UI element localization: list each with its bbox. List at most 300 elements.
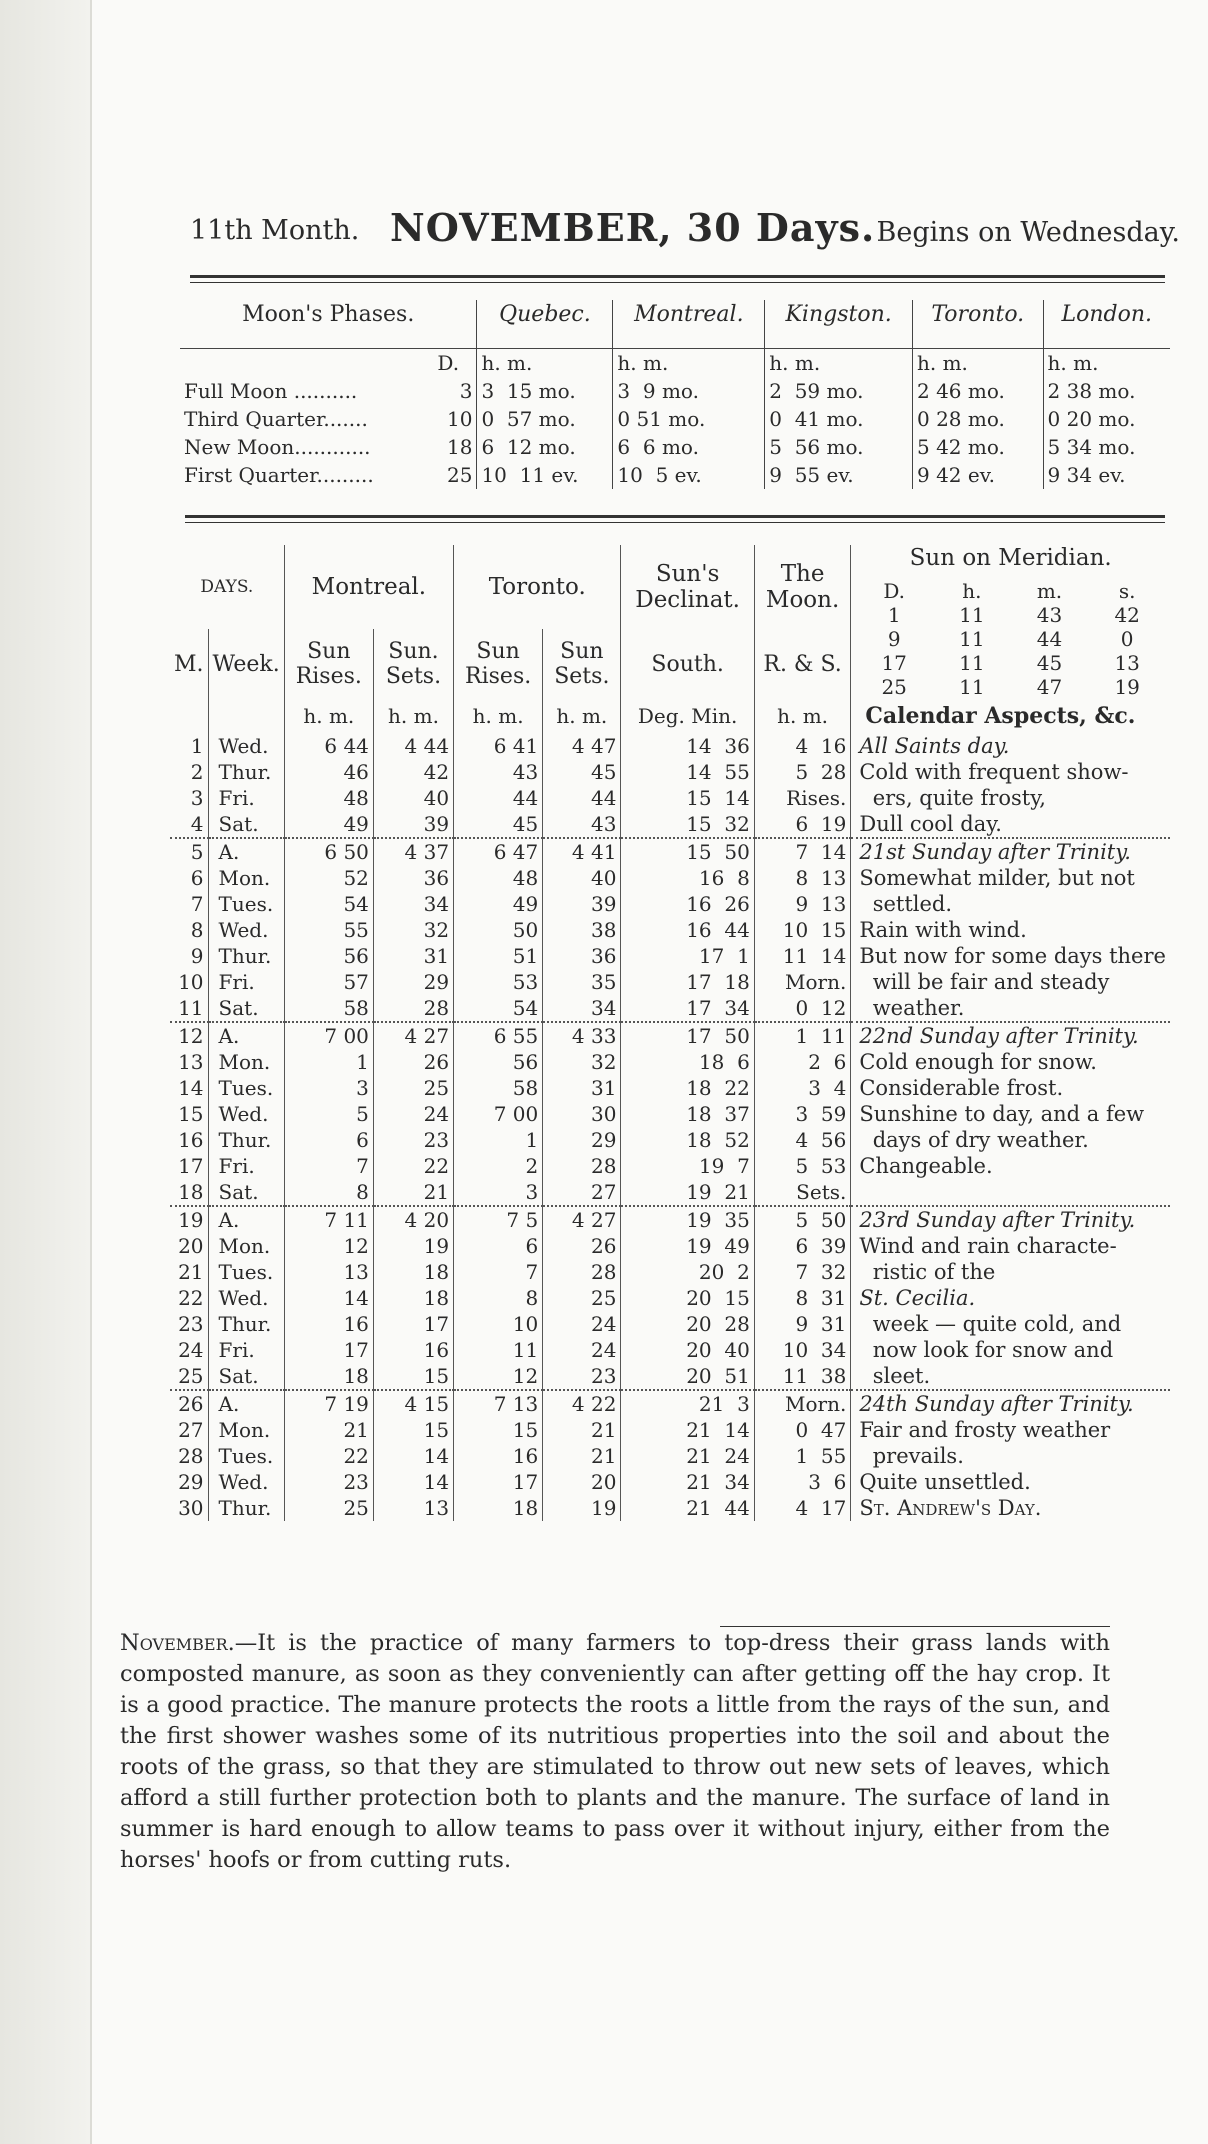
day-cell: 25 [178, 1364, 204, 1388]
day-cell: 31 [543, 1075, 621, 1101]
day-cell: 26 [170, 1390, 208, 1417]
day-cell: 20 15 [621, 1285, 754, 1311]
day-row [170, 1417, 1170, 1443]
phases-unit-row [180, 349, 1170, 378]
day-cell: Mon. [208, 1049, 284, 1075]
day-row [170, 917, 1170, 943]
day-row [170, 1179, 1170, 1206]
day-cell: 4 44 [373, 733, 453, 759]
phase-cell-london: 9 34 ev. [1043, 461, 1170, 489]
col-mtl-sets: Sun. Sets. [373, 629, 453, 699]
day-cell: 16 26 [621, 891, 754, 917]
meridian-cell: 11 [959, 675, 985, 699]
day-cell: 18 [178, 1180, 204, 1204]
day-cell: 0 12 [754, 995, 851, 1022]
col-mtl-rises: Sun Rises. [284, 629, 373, 699]
day-cell: 40 [373, 785, 453, 811]
day-cell: 29 [543, 1127, 621, 1153]
day-cell: 6 39 [754, 1233, 851, 1259]
begins-on-label: Begins on Wednesday. [876, 217, 1180, 248]
day-cell: Fri. [208, 785, 284, 811]
phase-cell-london: 2 38 mo. [1043, 377, 1170, 405]
day-cell: 15 [373, 1363, 453, 1390]
day-cell: 17 18 [621, 969, 754, 995]
day-cell: 7 [190, 892, 204, 916]
day-cell: 19 [373, 1233, 453, 1259]
phase-cell-quebec: 0 57 mo. [477, 405, 613, 433]
unit-declination: Deg. Min. [621, 699, 754, 733]
day-cell: 24 [373, 1101, 453, 1127]
day-row [170, 759, 1170, 785]
day-row [170, 1259, 1170, 1285]
aspect-line: weather. [851, 995, 1170, 1022]
day-cell: 6 44 [284, 733, 373, 759]
day-row [170, 1311, 1170, 1337]
day-cell: 13 [284, 1259, 373, 1285]
day-cell: 3 4 [754, 1075, 851, 1101]
meridian-cell: 19 [1114, 675, 1140, 699]
day-row [170, 891, 1170, 917]
phase-cell-toronto: 2 46 mo. [913, 377, 1044, 405]
day-cell: Wed. [208, 917, 284, 943]
unit-mtl-sets: h. m. [373, 699, 453, 733]
aspect-line: Fair and frosty weather [851, 1417, 1170, 1443]
day-cell: 1 11 [754, 1022, 851, 1049]
day-cell: 6 19 [754, 811, 851, 838]
unit-tor-rises: h. m. [454, 699, 543, 733]
main-body [170, 733, 1170, 1521]
day-cell: 55 [284, 917, 373, 943]
day-cell: Morn. [754, 1390, 851, 1417]
day-cell: 58 [454, 1075, 543, 1101]
day-cell: 4 27 [543, 1206, 621, 1233]
meridian-cell: 13 [1114, 651, 1140, 675]
day-cell: 30 [178, 1496, 204, 1520]
day-cell: 4 33 [543, 1022, 621, 1049]
phase-cell-kingston: 0 41 mo. [765, 405, 913, 433]
unit-mtl-rises: h. m. [284, 699, 373, 733]
day-cell: 15 50 [621, 838, 754, 865]
kingston-header: Kingston. [765, 300, 913, 349]
phase-cell-name: New Moon............ [184, 435, 371, 459]
phase-row [180, 377, 1170, 405]
aspect-line: All Saints day. [851, 733, 1170, 759]
day-cell: Wed. [208, 733, 284, 759]
day-row [170, 865, 1170, 891]
day-cell: Tues. [208, 1075, 284, 1101]
day-cell: 15 [373, 1417, 453, 1443]
day-cell: 49 [284, 811, 373, 838]
day-cell: 18 6 [621, 1049, 754, 1075]
day-cell: 24 [543, 1311, 621, 1337]
day-cell: 22 [373, 1153, 453, 1179]
aspect-line: 23rd Sunday after Trinity. [851, 1206, 1170, 1233]
day-cell: 32 [373, 917, 453, 943]
day-cell: 6 55 [454, 1022, 543, 1049]
day-cell: Wed. [208, 1469, 284, 1495]
day-cell: 36 [373, 865, 453, 891]
day-cell: 7 5 [454, 1206, 543, 1233]
note-lead: November. [120, 1630, 235, 1656]
aspect-line: Dull cool day. [851, 811, 1170, 838]
aspect-line: 21st Sunday after Trinity. [851, 838, 1170, 865]
day-cell: 4 56 [754, 1127, 851, 1153]
day-cell: 1 [284, 1049, 373, 1075]
day-row [170, 995, 1170, 1022]
day-cell: 28 [178, 1444, 204, 1468]
col-week-day: Week. [208, 629, 284, 699]
day-cell: 17 [373, 1311, 453, 1337]
day-cell: 6 [454, 1233, 543, 1259]
page-header [190, 205, 1180, 255]
day-cell: 9 31 [754, 1311, 851, 1337]
day-cell: Mon. [208, 1417, 284, 1443]
day-cell: 6 [190, 866, 204, 890]
day-cell: 3 [190, 786, 204, 810]
day-cell: 3 6 [754, 1469, 851, 1495]
day-row [170, 943, 1170, 969]
aspect-line: Cold with frequent show- [851, 759, 1170, 785]
day-cell: 21 [543, 1417, 621, 1443]
day-cell: 23 [284, 1469, 373, 1495]
col-tor-sets: Sun Sets. [543, 629, 621, 699]
day-cell: Thur. [208, 1495, 284, 1521]
day-row [170, 1233, 1170, 1259]
meridian-col-m: m. [1036, 579, 1063, 603]
phase-cell-day: 3 [459, 379, 473, 403]
aspect-line: Cold enough for snow. [851, 1049, 1170, 1075]
day-cell: 20 2 [621, 1259, 754, 1285]
phase-cell-name: First Quarter......... [184, 463, 374, 487]
col-south: South. [621, 629, 754, 699]
meridian-cell: 11 [959, 603, 985, 627]
col-month-day: M. [174, 651, 204, 677]
day-cell: 18 22 [621, 1075, 754, 1101]
phases-unit: h. m. [765, 349, 913, 378]
day-cell: 54 [284, 891, 373, 917]
phases-unit: D. [437, 351, 460, 375]
day-cell: 56 [454, 1049, 543, 1075]
aspect-line: now look for snow and [851, 1337, 1170, 1363]
aspects-header: Calendar Aspects, &c. [851, 699, 1170, 733]
day-cell: 20 40 [621, 1337, 754, 1363]
day-cell: 18 [454, 1495, 543, 1521]
day-cell: 8 [284, 1179, 373, 1206]
meridian-cell: 47 [1036, 675, 1063, 699]
day-cell: 23 [543, 1363, 621, 1390]
phase-cell-quebec: 6 12 mo. [477, 433, 613, 461]
day-cell: 50 [454, 917, 543, 943]
aspect-line: Wind and rain characte- [851, 1233, 1170, 1259]
aspect-line [851, 1179, 1170, 1206]
day-row [170, 1101, 1170, 1127]
day-row [170, 811, 1170, 838]
day-cell: 5 [170, 838, 208, 865]
day-cell: 4 [190, 812, 204, 836]
day-cell: 17 [178, 1154, 204, 1178]
day-cell: 10 [454, 1311, 543, 1337]
aspect-line: Sunshine to day, and a few [851, 1101, 1170, 1127]
unit-moon: h. m. [754, 699, 851, 733]
day-cell: 45 [543, 759, 621, 785]
day-cell: 39 [373, 811, 453, 838]
day-cell: 8 [454, 1285, 543, 1311]
month-label: 11th Month. [190, 215, 360, 246]
day-cell: 27 [178, 1418, 204, 1442]
day-cell: 7 19 [284, 1390, 373, 1417]
phase-cell-toronto: 9 42 ev. [913, 461, 1044, 489]
day-cell: 48 [454, 865, 543, 891]
aspect-line: But now for some days there [851, 943, 1170, 969]
day-cell: 21 14 [621, 1417, 754, 1443]
aspect-line: St. Andrew's Day. [851, 1495, 1170, 1521]
day-row [170, 1049, 1170, 1075]
day-cell: 0 47 [754, 1417, 851, 1443]
day-cell: A. [208, 1022, 284, 1049]
day-row [170, 1153, 1170, 1179]
day-cell: Rises. [754, 785, 851, 811]
day-cell: 18 37 [621, 1101, 754, 1127]
day-cell: 10 34 [754, 1337, 851, 1363]
phases-header: Moon's Phases. [180, 300, 477, 349]
day-cell: A. [208, 1206, 284, 1233]
day-cell: 45 [454, 811, 543, 838]
day-row [170, 838, 1170, 865]
day-cell: 13 [178, 1050, 204, 1074]
day-cell: 26 [543, 1233, 621, 1259]
day-row [170, 1390, 1170, 1417]
day-cell: 46 [284, 759, 373, 785]
meridian-header: Sun on Meridian. [909, 545, 1112, 571]
aspect-line: will be fair and steady [851, 969, 1170, 995]
day-cell: 22 [284, 1443, 373, 1469]
day-cell: A. [208, 1390, 284, 1417]
day-row [170, 1495, 1170, 1521]
day-cell: 13 [373, 1495, 453, 1521]
aspect-line: ers, quite frosty, [851, 785, 1170, 811]
day-cell: 21 [373, 1179, 453, 1206]
meridian-row [855, 675, 1166, 699]
phase-cell-montreal: 0 51 mo. [613, 405, 765, 433]
day-cell: 11 38 [754, 1363, 851, 1390]
meridian-body [855, 603, 1166, 699]
day-cell: 36 [543, 943, 621, 969]
day-cell: 18 [373, 1259, 453, 1285]
day-cell: 4 47 [543, 733, 621, 759]
day-cell: 28 [543, 1259, 621, 1285]
day-cell: 14 55 [621, 759, 754, 785]
day-cell: 16 [373, 1337, 453, 1363]
phase-cell-kingston: 5 56 mo. [765, 433, 913, 461]
day-cell: Tues. [208, 891, 284, 917]
moon-header: The Moon. [754, 545, 851, 629]
day-row [170, 1285, 1170, 1311]
day-cell: 19 7 [621, 1153, 754, 1179]
aspect-line: ristic of the [851, 1259, 1170, 1285]
day-cell: 44 [543, 785, 621, 811]
day-cell: 52 [284, 865, 373, 891]
day-cell: 21 [284, 1417, 373, 1443]
aspect-line: Changeable. [851, 1153, 1170, 1179]
mid-rule [185, 515, 1165, 518]
day-cell: 1 [454, 1127, 543, 1153]
day-row [170, 1022, 1170, 1049]
phase-cell-name: Third Quarter....... [184, 407, 368, 431]
day-cell: 29 [373, 969, 453, 995]
day-cell: 14 [373, 1469, 453, 1495]
day-cell: Wed. [208, 1101, 284, 1127]
col-rise-set: R. & S. [754, 629, 851, 699]
day-cell: Mon. [208, 1233, 284, 1259]
day-cell: 23 [178, 1312, 204, 1336]
aspect-line: Quite unsettled. [851, 1469, 1170, 1495]
meridian-cell: 1 [887, 603, 901, 627]
day-cell: 43 [454, 759, 543, 785]
day-cell: Sat. [208, 1363, 284, 1390]
day-cell: 16 [284, 1311, 373, 1337]
day-cell: 25 [373, 1075, 453, 1101]
meridian-table [855, 579, 1166, 699]
day-cell: 6 [284, 1127, 373, 1153]
day-cell: Thur. [208, 759, 284, 785]
phase-cell-toronto: 0 28 mo. [913, 405, 1044, 433]
meridian-row [855, 627, 1166, 651]
day-cell: 8 [190, 918, 204, 942]
day-cell: 4 17 [754, 1495, 851, 1521]
day-cell: 14 [178, 1076, 204, 1100]
day-cell: 3 [284, 1075, 373, 1101]
day-cell: 11 14 [754, 943, 851, 969]
day-cell: 7 00 [454, 1101, 543, 1127]
day-cell: 10 [178, 970, 204, 994]
day-cell: 7 [454, 1259, 543, 1285]
daily-calendar-table [170, 545, 1170, 1521]
phase-cell-montreal: 3 9 mo. [613, 377, 765, 405]
day-cell: 16 44 [621, 917, 754, 943]
day-cell: A. [208, 838, 284, 865]
day-cell: 56 [284, 943, 373, 969]
day-cell: 4 16 [754, 733, 851, 759]
day-cell: 49 [454, 891, 543, 917]
day-cell: Sat. [208, 995, 284, 1022]
mid-rule-thin [185, 522, 1165, 523]
day-cell: 2 6 [754, 1049, 851, 1075]
day-cell: 25 [284, 1495, 373, 1521]
day-cell: Sat. [208, 811, 284, 838]
day-cell: 12 [454, 1363, 543, 1390]
day-row [170, 1127, 1170, 1153]
meridian-col-s: s. [1118, 579, 1136, 603]
day-cell: Morn. [754, 969, 851, 995]
day-cell: 4 27 [373, 1022, 453, 1049]
day-cell: 19 21 [621, 1179, 754, 1206]
day-cell: 18 [373, 1285, 453, 1311]
meridian-cell: 0 [1120, 627, 1134, 651]
day-cell: 43 [543, 811, 621, 838]
day-cell: 7 00 [284, 1022, 373, 1049]
quebec-header: Quebec. [477, 300, 613, 349]
bottom-rule [720, 1626, 1110, 1627]
page-title: NOVEMBER, 30 Days. [390, 205, 876, 250]
day-cell: 54 [454, 995, 543, 1022]
day-cell: 58 [284, 995, 373, 1022]
day-cell: 8 31 [754, 1285, 851, 1311]
montreal-group-header: Montreal. [284, 545, 453, 629]
day-row [170, 1206, 1170, 1233]
day-cell: 4 22 [543, 1390, 621, 1417]
day-cell: 22 [178, 1286, 204, 1310]
day-cell: 11 [454, 1337, 543, 1363]
day-cell: 7 [284, 1153, 373, 1179]
meridian-row [855, 603, 1166, 627]
day-cell: 19 49 [621, 1233, 754, 1259]
day-cell: 10 15 [754, 917, 851, 943]
day-cell: 2 [190, 760, 204, 784]
phase-row [180, 433, 1170, 461]
day-cell: 19 35 [621, 1206, 754, 1233]
day-cell: 34 [543, 995, 621, 1022]
meridian-cell: 25 [881, 675, 907, 699]
day-cell: 1 55 [754, 1443, 851, 1469]
day-cell: 21 24 [621, 1443, 754, 1469]
day-cell: 12 [170, 1022, 208, 1049]
days-header: DAYS. [200, 577, 254, 597]
unit-tor-sets: h. m. [543, 699, 621, 733]
moon-phases-table [180, 300, 1170, 489]
day-cell: 7 14 [754, 838, 851, 865]
aspect-line: Somewhat milder, but not [851, 865, 1170, 891]
note-text: —It is the practice of many farmers to top-dress their grass lands with composted manure, as soon as they conveniently can after getting off the hay crop. It is a good practice. The manure protects the roots a little from the rays of the sun, and the first shower washes some of its nutritious properties into the soil and about the roots of the grass, so that they are stimulated to throw out new sets of leaves, which afford a still further protection both to plants and the manure. The surface of land in summer is hard enough to allow teams to pass over it without injury, either from the horses' hoofs or from cutting ruts. [120, 1630, 1110, 1873]
day-cell: 11 [178, 996, 204, 1020]
phases-unit: h. m. [477, 349, 613, 378]
day-cell: 9 13 [754, 891, 851, 917]
day-cell: 57 [284, 969, 373, 995]
phase-cell-quebec: 10 11 ev. [477, 461, 613, 489]
day-row [170, 1337, 1170, 1363]
meridian-cell: 9 [887, 627, 901, 651]
phase-cell-day: 18 [446, 435, 473, 459]
meridian-cell: 11 [959, 651, 985, 675]
day-cell: 20 28 [621, 1311, 754, 1337]
aspect-line: Considerable frost. [851, 1075, 1170, 1101]
day-cell: 28 [373, 995, 453, 1022]
declination-header: Sun's Declinat. [621, 545, 754, 629]
day-cell: 14 [373, 1443, 453, 1469]
meridian-block [851, 545, 1170, 699]
day-cell: 5 28 [754, 759, 851, 785]
day-cell: 18 [284, 1363, 373, 1390]
day-row [170, 1075, 1170, 1101]
phase-cell-kingston: 2 59 mo. [765, 377, 913, 405]
day-cell: Tues. [208, 1259, 284, 1285]
day-cell: 17 [284, 1337, 373, 1363]
book-gutter [0, 0, 90, 2144]
day-cell: Thur. [208, 1127, 284, 1153]
phase-cell-name: Full Moon .......... [184, 379, 358, 403]
phase-cell-day: 10 [446, 407, 473, 431]
toronto-group-header: Toronto. [454, 545, 621, 629]
day-cell: 53 [454, 969, 543, 995]
day-cell: 7 13 [454, 1390, 543, 1417]
day-cell: 7 32 [754, 1259, 851, 1285]
day-cell: 6 47 [454, 838, 543, 865]
day-cell: 19 [170, 1206, 208, 1233]
day-cell: 5 [284, 1101, 373, 1127]
phase-cell-montreal: 10 5 ev. [613, 461, 765, 489]
day-cell: 27 [543, 1179, 621, 1206]
london-header: London. [1043, 300, 1170, 349]
aspect-line: settled. [851, 891, 1170, 917]
